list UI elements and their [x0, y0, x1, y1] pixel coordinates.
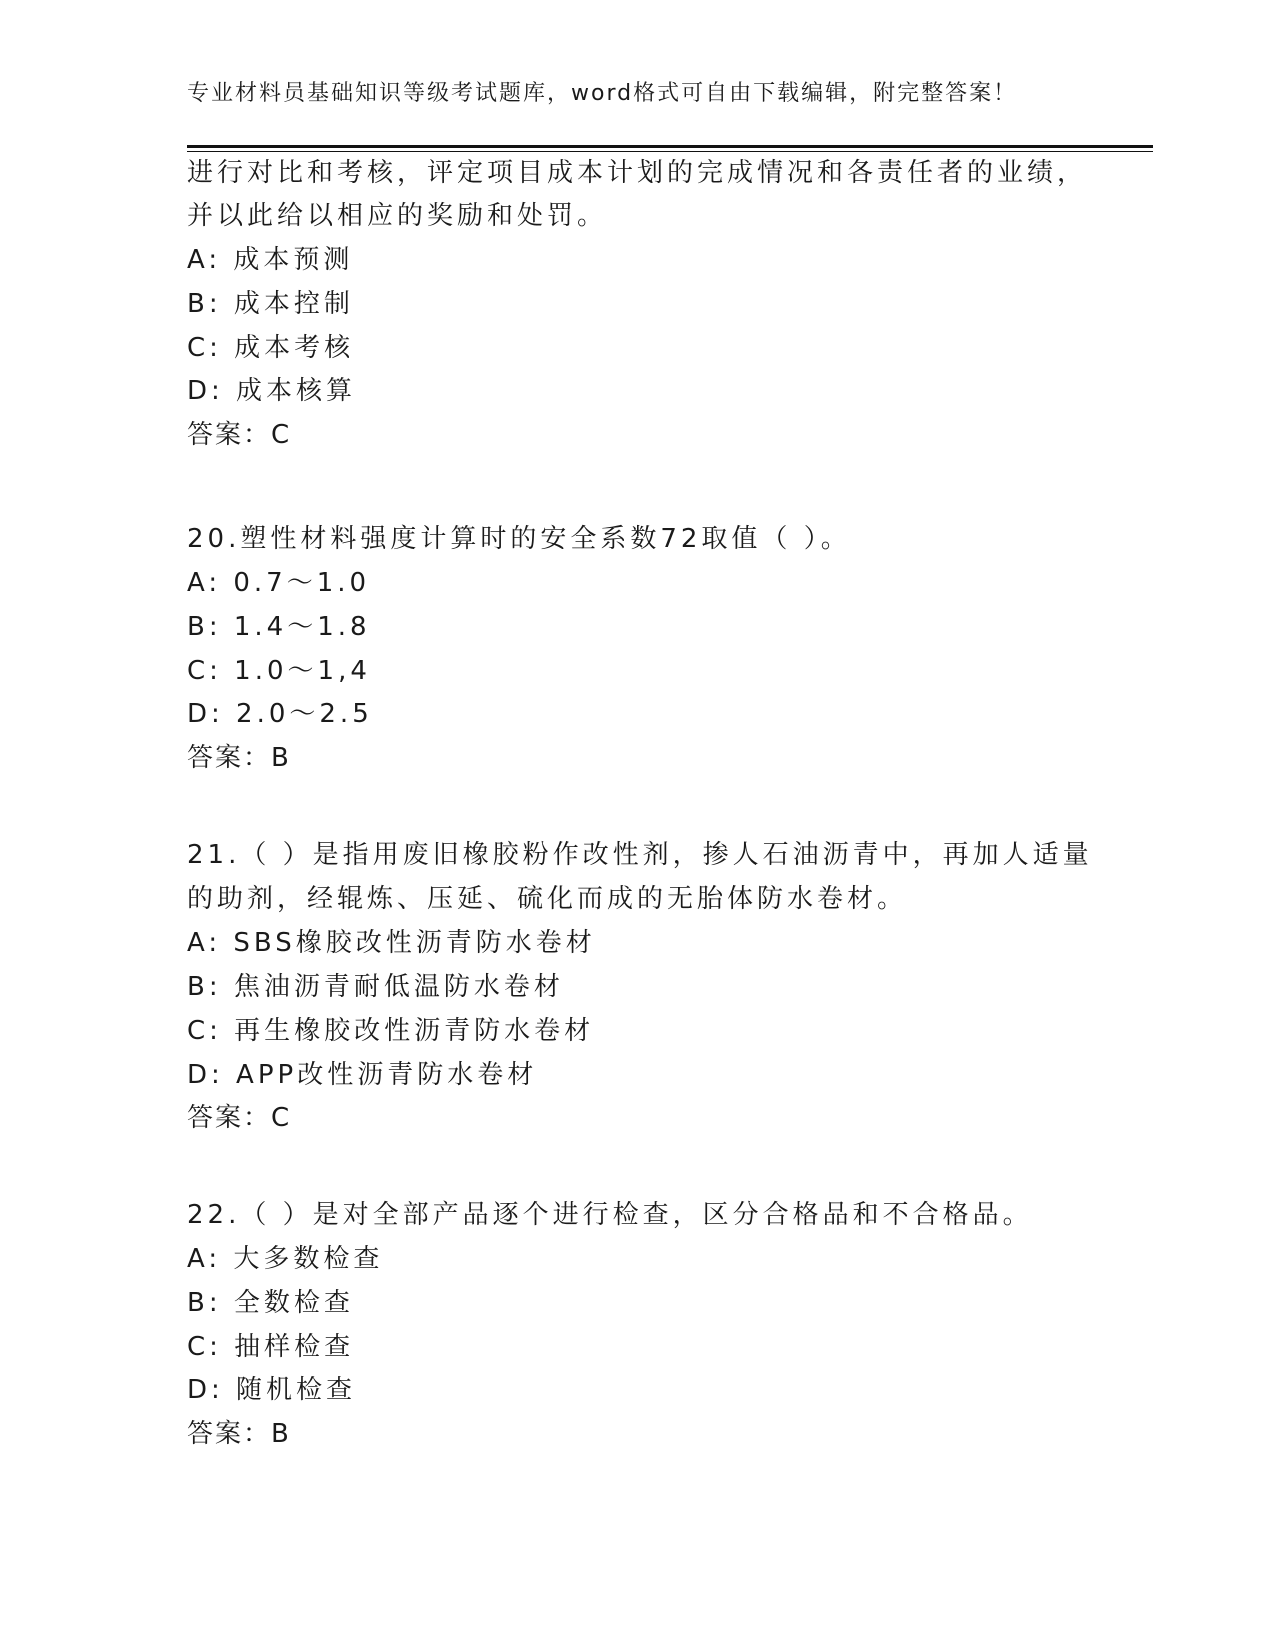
question-stem-line: 21.（ ）是指用废旧橡胶粉作改性剂，掺人石油沥青中，再加人适量 — [187, 840, 1093, 870]
option-a: A: SBS橡胶改性沥青防水卷材 — [187, 928, 596, 958]
answer-label: 答案：B — [187, 1419, 291, 1449]
option-c: C: 1.0～1,4 — [187, 656, 371, 686]
answer-label: 答案：C — [187, 420, 292, 450]
header-rule-thin — [187, 151, 1153, 152]
page-header: 专业材料员基础知识等级考试题库，word格式可自由下载编辑，附完整答案！ — [187, 81, 1018, 106]
option-c: C: 成本考核 — [187, 333, 355, 363]
option-b: B: 全数检查 — [187, 1288, 354, 1318]
option-a: A: 成本预测 — [187, 245, 354, 275]
option-b: B: 焦油沥青耐低温防水卷材 — [187, 972, 564, 1002]
question-stem-line: 进行对比和考核，评定项目成本计划的完成情况和各责任者的业绩， — [187, 158, 1088, 188]
answer-label: 答案：B — [187, 743, 291, 773]
option-a: A: 大多数检查 — [187, 1244, 384, 1274]
option-d: D: 2.0～2.5 — [187, 699, 373, 729]
question-stem-line: 并以此给以相应的奖励和处罚。 — [187, 201, 608, 231]
option-d: D: APP改性沥青防水卷材 — [187, 1060, 538, 1090]
question-stem-line: 20.塑性材料强度计算时的安全系数72取值（ ）。 — [187, 524, 851, 554]
option-d: D: 成本核算 — [187, 376, 357, 406]
question-stem-line: 的助剂，经辊炼、压延、硫化而成的无胎体防水卷材。 — [187, 884, 908, 914]
option-c: C: 抽样检查 — [187, 1332, 355, 1362]
option-d: D: 随机检查 — [187, 1375, 357, 1405]
option-b: B: 1.4～1.8 — [187, 612, 371, 642]
answer-label: 答案：C — [187, 1103, 292, 1133]
question-stem-line: 22.（ ）是对全部产品逐个进行检查，区分合格品和不合格品。 — [187, 1200, 1033, 1230]
option-c: C: 再生橡胶改性沥青防水卷材 — [187, 1016, 595, 1046]
header-rule-thick — [187, 145, 1153, 148]
option-b: B: 成本控制 — [187, 289, 354, 319]
option-a: A: 0.7～1.0 — [187, 568, 371, 598]
